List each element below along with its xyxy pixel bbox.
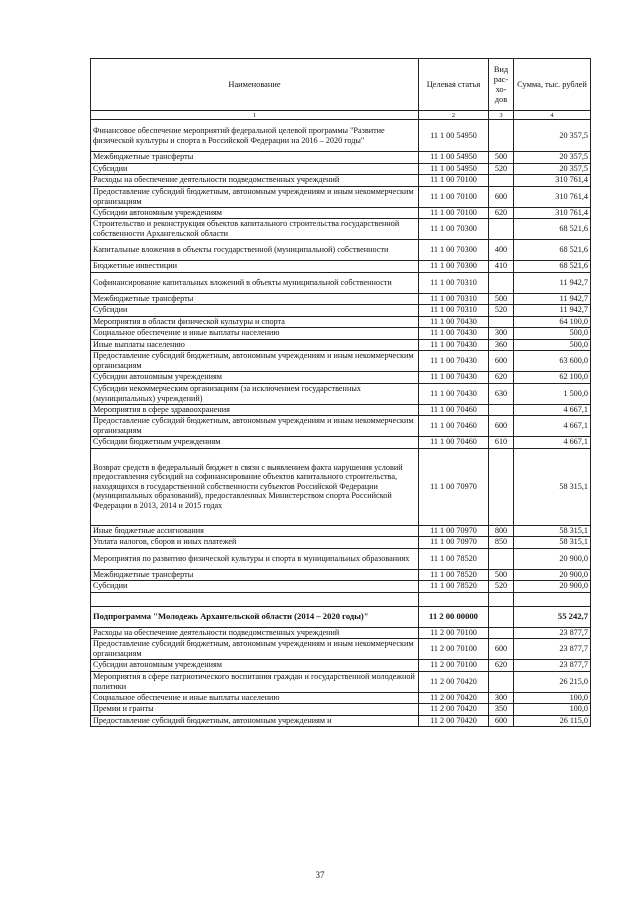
column-number: 2: [419, 111, 489, 120]
row-expense-type: 520: [489, 305, 514, 317]
row-sum: 11 942,7: [514, 272, 591, 293]
row-name: Иные бюджетные ассигнования: [91, 525, 419, 537]
row-sum: 23 877,7: [514, 639, 591, 660]
row-sum: 68 521,6: [514, 240, 591, 261]
row-target-article: 11 1 00 70970: [419, 537, 489, 549]
row-name: Капитальные вложения в объекты государственной (муниципальной) собственности: [91, 240, 419, 261]
table-row: [91, 372, 591, 384]
row-sum: 500,0: [514, 328, 591, 340]
row-name: Предоставление субсидий бюджетным, автономным учреждениям и иным некоммерческим организациям: [91, 186, 419, 207]
row-expense-type: 610: [489, 437, 514, 449]
row-expense-type: [489, 671, 514, 692]
row-target-article: 11 1 00 70460: [419, 437, 489, 449]
row-expense-type: 300: [489, 692, 514, 704]
row-expense-type: [489, 219, 514, 240]
header-name: Наименование: [91, 59, 419, 111]
row-expense-type: [489, 316, 514, 328]
row-name: Премии и гранты: [91, 704, 419, 716]
row-sum: 68 521,6: [514, 261, 591, 273]
table-row: [91, 305, 591, 317]
row-name: Субсидии: [91, 581, 419, 593]
table-row: [91, 383, 591, 404]
row-name: Строительство и реконструкция объектов капитального строительства государственной собственности Архангельской области: [91, 219, 419, 240]
table-row: [91, 639, 591, 660]
row-target-article: 11 2 00 70420: [419, 671, 489, 692]
table-row: [91, 627, 591, 639]
row-name: Софинансирование капитальных вложений в объекты муниципальной собственности: [91, 272, 419, 293]
header-expense-type: Вид рас-хо-дов: [489, 59, 514, 111]
row-expense-type: 600: [489, 351, 514, 372]
row-sum: 310 761,4: [514, 175, 591, 187]
row-target-article: 11 2 00 70100: [419, 660, 489, 672]
row-sum: 1 500,0: [514, 383, 591, 404]
row-target-article: 11 1 00 70300: [419, 261, 489, 273]
row-name: Субсидии: [91, 163, 419, 175]
table-row: [91, 569, 591, 581]
row-sum: 11 942,7: [514, 305, 591, 317]
row-sum: 58 315,1: [514, 448, 591, 525]
row-name: Предоставление субсидий бюджетным, автономным учреждениям и: [91, 715, 419, 727]
row-sum: 23 877,7: [514, 660, 591, 672]
row-name: Иные выплаты населению: [91, 339, 419, 351]
row-sum: 100,0: [514, 692, 591, 704]
row-sum: 20 900,0: [514, 548, 591, 569]
table-row: [91, 163, 591, 175]
row-name: Субсидии: [91, 305, 419, 317]
row-target-article: 11 1 00 70310: [419, 272, 489, 293]
row-sum: 26 215,0: [514, 671, 591, 692]
row-sum: 20 900,0: [514, 581, 591, 593]
row-name: Мероприятия в сфере здравоохранения: [91, 404, 419, 416]
row-sum: 20 357,5: [514, 163, 591, 175]
row-name: Межбюджетные трансферты: [91, 152, 419, 164]
row-expense-type: 620: [489, 207, 514, 219]
row-name: Мероприятия по развитию физической культуры и спорта в муниципальных образованиях: [91, 548, 419, 569]
table-row: [91, 120, 591, 152]
row-expense-type: [489, 272, 514, 293]
row-expense-type: 600: [489, 715, 514, 727]
row-name: [91, 592, 419, 606]
subprogram-row: [91, 606, 591, 627]
row-name: Уплата налогов, сборов и иных платежей: [91, 537, 419, 549]
row-sum: 310 761,4: [514, 207, 591, 219]
row-name: Бюджетные инвестиции: [91, 261, 419, 273]
row-target-article: 11 1 00 70430: [419, 328, 489, 340]
row-target-article: 11 1 00 70970: [419, 525, 489, 537]
row-expense-type: [489, 404, 514, 416]
table-header: [91, 59, 591, 120]
table-row: [91, 525, 591, 537]
table-row: [91, 448, 591, 525]
row-name: Субсидии бюджетным учреждениям: [91, 437, 419, 449]
row-target-article: 11 1 00 54950: [419, 152, 489, 164]
table-row: [91, 219, 591, 240]
row-sum: 20 357,5: [514, 120, 591, 152]
row-sum: 20 357,5: [514, 152, 591, 164]
row-target-article: 11 2 00 00000: [419, 606, 489, 627]
row-name: Возврат средств в федеральный бюджет в связи с выявлением факта нарушения условий предоставления субсидий на софинансирование объектов капитального строительства, находящихся в государственной собственности субъектов Российской Федерации (муниципальных образований), предоставленных Министерством спорта Российской Федерации в 2013, 2014 и 2015 годах: [91, 448, 419, 525]
table-row: [91, 207, 591, 219]
column-number: 1: [91, 111, 419, 120]
header-row: [91, 59, 591, 111]
row-name: Межбюджетные трансферты: [91, 293, 419, 305]
row-sum: 23 877,7: [514, 627, 591, 639]
row-name: Межбюджетные трансферты: [91, 569, 419, 581]
row-target-article: 11 1 00 78520: [419, 569, 489, 581]
row-expense-type: 500: [489, 293, 514, 305]
row-target-article: 11 2 00 70100: [419, 639, 489, 660]
table-row: [91, 328, 591, 340]
row-expense-type: 620: [489, 372, 514, 384]
row-name: Предоставление субсидий бюджетным, автономным учреждениям и иным некоммерческим организациям: [91, 639, 419, 660]
row-sum: 310 761,4: [514, 186, 591, 207]
row-sum: 4 667,1: [514, 437, 591, 449]
page-number: 37: [315, 870, 325, 880]
row-expense-type: 360: [489, 339, 514, 351]
row-expense-type: 410: [489, 261, 514, 273]
row-expense-type: [489, 448, 514, 525]
table-row: [91, 293, 591, 305]
row-expense-type: 600: [489, 186, 514, 207]
row-target-article: 11 1 00 70100: [419, 175, 489, 187]
row-target-article: 11 1 00 70430: [419, 339, 489, 351]
row-name: Социальное обеспечение и иные выплаты населению: [91, 328, 419, 340]
table-row: [91, 152, 591, 164]
row-expense-type: 620: [489, 660, 514, 672]
row-expense-type: 400: [489, 240, 514, 261]
row-expense-type: 600: [489, 416, 514, 437]
table-row: [91, 537, 591, 549]
row-expense-type: [489, 606, 514, 627]
row-target-article: 11 1 00 78520: [419, 581, 489, 593]
row-target-article: 11 1 00 70430: [419, 316, 489, 328]
row-name: Предоставление субсидий бюджетным, автономным учреждениям и иным некоммерческим организациям: [91, 351, 419, 372]
row-expense-type: [489, 592, 514, 606]
table-row: [91, 404, 591, 416]
row-target-article: 11 2 00 70420: [419, 715, 489, 727]
row-target-article: 11 1 00 70300: [419, 240, 489, 261]
table-row: [91, 581, 591, 593]
table-row: [91, 339, 591, 351]
row-expense-type: [489, 120, 514, 152]
header-code: Целевая статья: [419, 59, 489, 111]
row-expense-type: 500: [489, 569, 514, 581]
column-number: 4: [514, 111, 591, 120]
row-target-article: 11 1 00 70300: [419, 219, 489, 240]
row-target-article: 11 1 00 70100: [419, 186, 489, 207]
row-target-article: 11 1 00 54950: [419, 163, 489, 175]
table-row: [91, 261, 591, 273]
table-row: [91, 548, 591, 569]
row-expense-type: 850: [489, 537, 514, 549]
column-number-row: [91, 111, 591, 120]
row-sum: 68 521,6: [514, 219, 591, 240]
row-sum: 58 315,1: [514, 537, 591, 549]
table-row: [91, 351, 591, 372]
row-sum: 62 100,0: [514, 372, 591, 384]
spacer-row: [91, 592, 591, 606]
row-name: Расходы на обеспечение деятельности подведомственных учреждений: [91, 627, 419, 639]
row-expense-type: 520: [489, 163, 514, 175]
table-row: [91, 692, 591, 704]
table-row: [91, 704, 591, 716]
table-row: [91, 437, 591, 449]
row-expense-type: 520: [489, 581, 514, 593]
row-sum: 20 900,0: [514, 569, 591, 581]
row-expense-type: [489, 627, 514, 639]
row-target-article: 11 1 00 54950: [419, 120, 489, 152]
row-sum: 63 600,0: [514, 351, 591, 372]
row-name: Субсидии автономным учреждениям: [91, 660, 419, 672]
table-row: [91, 175, 591, 187]
table-row: [91, 715, 591, 727]
table-row: [91, 240, 591, 261]
table-row: [91, 316, 591, 328]
row-sum: 64 100,0: [514, 316, 591, 328]
row-sum: 4 667,1: [514, 404, 591, 416]
row-target-article: 11 1 00 70460: [419, 416, 489, 437]
table-row: [91, 186, 591, 207]
row-sum: 58 315,1: [514, 525, 591, 537]
row-sum: 500,0: [514, 339, 591, 351]
row-expense-type: 350: [489, 704, 514, 716]
row-sum: 26 115,0: [514, 715, 591, 727]
row-sum: [514, 592, 591, 606]
row-name: Субсидии автономным учреждениям: [91, 207, 419, 219]
table-row: [91, 272, 591, 293]
budget-table: [90, 58, 591, 727]
row-name: Мероприятия в области физической культуры и спорта: [91, 316, 419, 328]
row-name: Подпрограмма "Молодежь Архангельской области (2014 – 2020 годы)": [91, 606, 419, 627]
table-row: [91, 416, 591, 437]
row-target-article: 11 1 00 70430: [419, 351, 489, 372]
row-expense-type: 300: [489, 328, 514, 340]
row-name: Социальное обеспечение и иные выплаты населению: [91, 692, 419, 704]
row-target-article: 11 1 00 70100: [419, 207, 489, 219]
row-target-article: 11 1 00 70460: [419, 404, 489, 416]
row-name: Субсидии автономным учреждениям: [91, 372, 419, 384]
row-expense-type: 800: [489, 525, 514, 537]
row-sum: 4 667,1: [514, 416, 591, 437]
row-expense-type: 630: [489, 383, 514, 404]
table-row: [91, 660, 591, 672]
row-sum: 55 242,7: [514, 606, 591, 627]
row-expense-type: 600: [489, 639, 514, 660]
row-target-article: [419, 592, 489, 606]
header-sum: Сумма, тыс. рублей: [514, 59, 591, 111]
row-expense-type: 500: [489, 152, 514, 164]
row-target-article: 11 1 00 70310: [419, 293, 489, 305]
row-name: Субсидии некоммерческим организациям (за исключением государственных (муниципальных) учреждений): [91, 383, 419, 404]
row-target-article: 11 1 00 78520: [419, 548, 489, 569]
row-target-article: 11 1 00 70970: [419, 448, 489, 525]
row-name: Расходы на обеспечение деятельности подведомственных учреждений: [91, 175, 419, 187]
row-sum: 100,0: [514, 704, 591, 716]
row-target-article: 11 1 00 70430: [419, 372, 489, 384]
row-target-article: 11 2 00 70420: [419, 692, 489, 704]
table-body: [91, 120, 591, 727]
row-target-article: 11 2 00 70100: [419, 627, 489, 639]
column-number: 3: [489, 111, 514, 120]
row-target-article: 11 1 00 70430: [419, 383, 489, 404]
row-name: Предоставление субсидий бюджетным, автономным учреждениям и иным некоммерческим организациям: [91, 416, 419, 437]
table-row: [91, 671, 591, 692]
row-name: Мероприятия в сфере патриотического воспитания граждан и государственной молодежной политики: [91, 671, 419, 692]
row-expense-type: [489, 175, 514, 187]
row-name: Финансовое обеспечение мероприятий федеральной целевой программы "Развитие физической культуры и спорта в Российской Федерации на 2016 – 2020 годы": [91, 120, 419, 152]
row-target-article: 11 2 00 70420: [419, 704, 489, 716]
row-target-article: 11 1 00 70310: [419, 305, 489, 317]
row-expense-type: [489, 548, 514, 569]
row-sum: 11 942,7: [514, 293, 591, 305]
